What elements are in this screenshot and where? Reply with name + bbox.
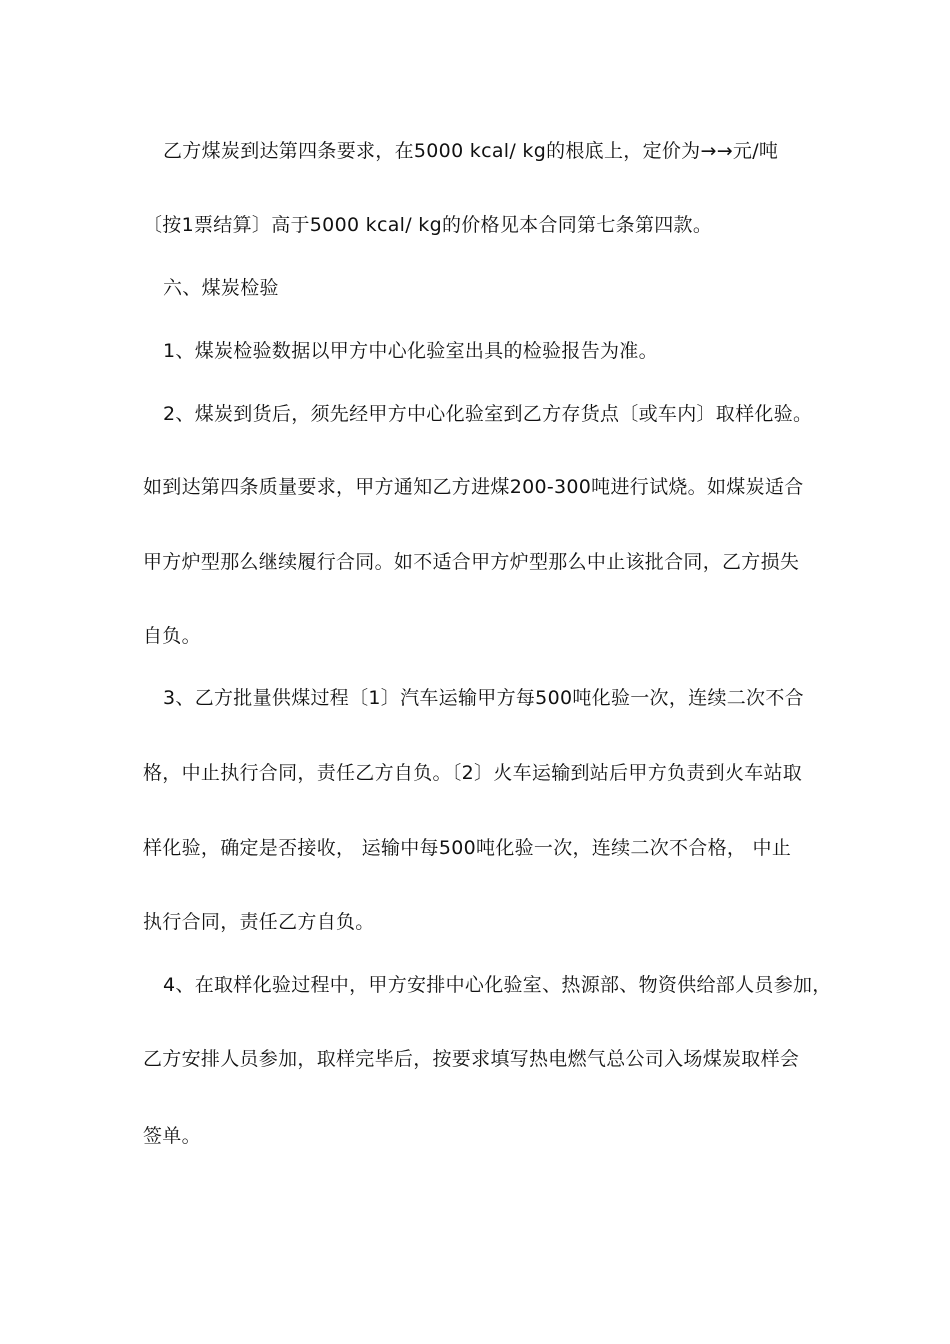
section-heading-coal-inspection: 六、煤炭检验 (163, 277, 279, 299)
clause-2-line-2: 如到达第四条质量要求，甲方通知乙方进煤200-300吨进行试烧。如煤炭适合 (143, 476, 804, 498)
clause-2-line-1: 2、煤炭到货后，须先经甲方中心化验室到乙方存货点〔或车内〕取样化验。 (163, 403, 813, 425)
clause-3-line-4: 执行合同，责任乙方自负。 (143, 911, 375, 933)
paragraph-price-line-1: 乙方煤炭到达第四条要求，在5000 kcal/ kg的根底上，定价为→→元/吨 (163, 140, 779, 162)
clause-4-line-3: 签单。 (143, 1125, 201, 1147)
clause-3-line-2: 格，中止执行合同，责任乙方自负。〔2〕火车运输到站后甲方负责到火车站取 (143, 762, 803, 784)
clause-2-line-3: 甲方炉型那么继续履行合同。如不适合甲方炉型那么中止该批合同，乙方损失 (143, 551, 800, 573)
clause-4-line-1: 4、在取样化验过程中，甲方安排中心化验室、热源部、物资供给部人员参加， (163, 974, 832, 996)
clause-4-line-2: 乙方安排人员参加，取样完毕后，按要求填写热电燃气总公司入场煤炭取样会 (143, 1048, 800, 1070)
paragraph-price-line-2: 〔按1票结算〕高于5000 kcal/ kg的价格见本合同第七条第四款。 (143, 214, 713, 236)
clause-1-line-1: 1、煤炭检验数据以甲方中心化验室出具的检验报告为准。 (163, 340, 658, 362)
clause-3-line-1: 3、乙方批量供煤过程〔1〕汽车运输甲方每500吨化验一次，连续二次不合 (163, 687, 804, 709)
clause-3-line-3: 样化验，确定是否接收， 运输中每500吨化验一次，连续二次不合格， 中止 (143, 837, 792, 859)
clause-2-line-4: 自负。 (143, 625, 201, 647)
